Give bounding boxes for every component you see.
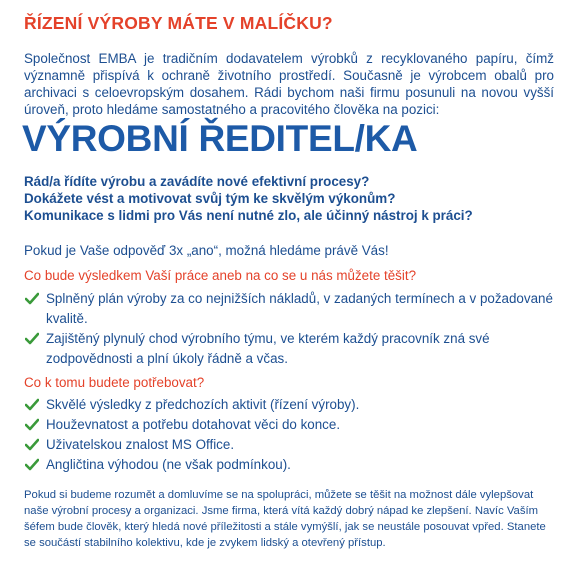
list-item-text: Skvělé výsledky z předchozích aktivit (řízení výroby). (46, 397, 360, 412)
check-icon (25, 418, 39, 431)
list-item-text: Houževnatost a potřebu dotahovat věci do konce. (46, 417, 341, 432)
list-item (24, 329, 554, 369)
list-item (24, 455, 554, 475)
headline: ŘÍZENÍ VÝROBY MÁTE V MALÍČKU? (24, 13, 333, 33)
questions-block (24, 173, 559, 224)
list-item-text: Splněný plán výroby za co nejnižších nákladů, v zadaných termínech a v požadované kvalitě. (46, 291, 553, 326)
check-icon (25, 398, 39, 411)
needs-list (24, 395, 554, 475)
list-item (24, 435, 554, 455)
intro-paragraph: Společnost EMBA je tradičním dodavatelem výrobků z recyklovaného papíru, čímž významně přispívá k ochraně životního prostředí. Současně je výrobcem obalů pro archivaci s celoevropským dosahem. Rádi bychom naši firmu posunuli na novou vyšší úroveň, proto hledáme samostatného a pracovitého člověka na pozici: (24, 51, 554, 117)
check-icon (25, 292, 39, 305)
question: Dokážete vést a motivovat svůj tým ke skvělým výkonům? (24, 191, 396, 206)
needs-heading: Co k tomu budete potřebovat? (24, 375, 205, 390)
answer-line: Pokud je Vaše odpověď 3x „ano“, možná hledáme právě Vás! (24, 243, 389, 258)
list-item (24, 289, 554, 329)
list-item-text: Angličtina výhodou (ne však podmínkou). (46, 457, 291, 472)
list-item-text: Uživatelskou znalost MS Office. (46, 437, 235, 452)
question: Komunikace s lidmi pro Vás není nutné zlo, ale účinný nástroj k práci? (24, 208, 473, 223)
results-heading: Co bude výsledkem Vaší práce aneb na co se u nás můžete těšit? (24, 268, 417, 283)
check-icon (25, 332, 39, 345)
results-list (24, 289, 554, 369)
list-item (24, 395, 554, 415)
question: Rád/a řídíte výrobu a zavádíte nové efektivní procesy? (24, 174, 370, 189)
job-title: VÝROBNÍ ŘEDITEL/KA (22, 118, 418, 159)
list-item (24, 415, 554, 435)
check-icon (25, 458, 39, 471)
check-icon (25, 438, 39, 451)
closing-paragraph: Pokud si budeme rozumět a domluvíme se na spolupráci, můžete se těšit na možnost dále vylepšovat naše výrobní procesy a organizaci. Jsme firma, která vítá každý dobrý nápad ke zlepšení. Navíc Vaším šéfem bude člověk, který hledá nové příležitosti a stále vymýšlí, jak se neustále posouvat vpřed. Stanete se součástí stabilního kolektivu, kde je zvykem lidský a otevřený přístup. (24, 489, 546, 549)
list-item-text: Zajištěný plynulý chod výrobního týmu, ve kterém každý pracovník zná své zodpovědnosti a plní úkoly řádně a včas. (46, 331, 490, 366)
